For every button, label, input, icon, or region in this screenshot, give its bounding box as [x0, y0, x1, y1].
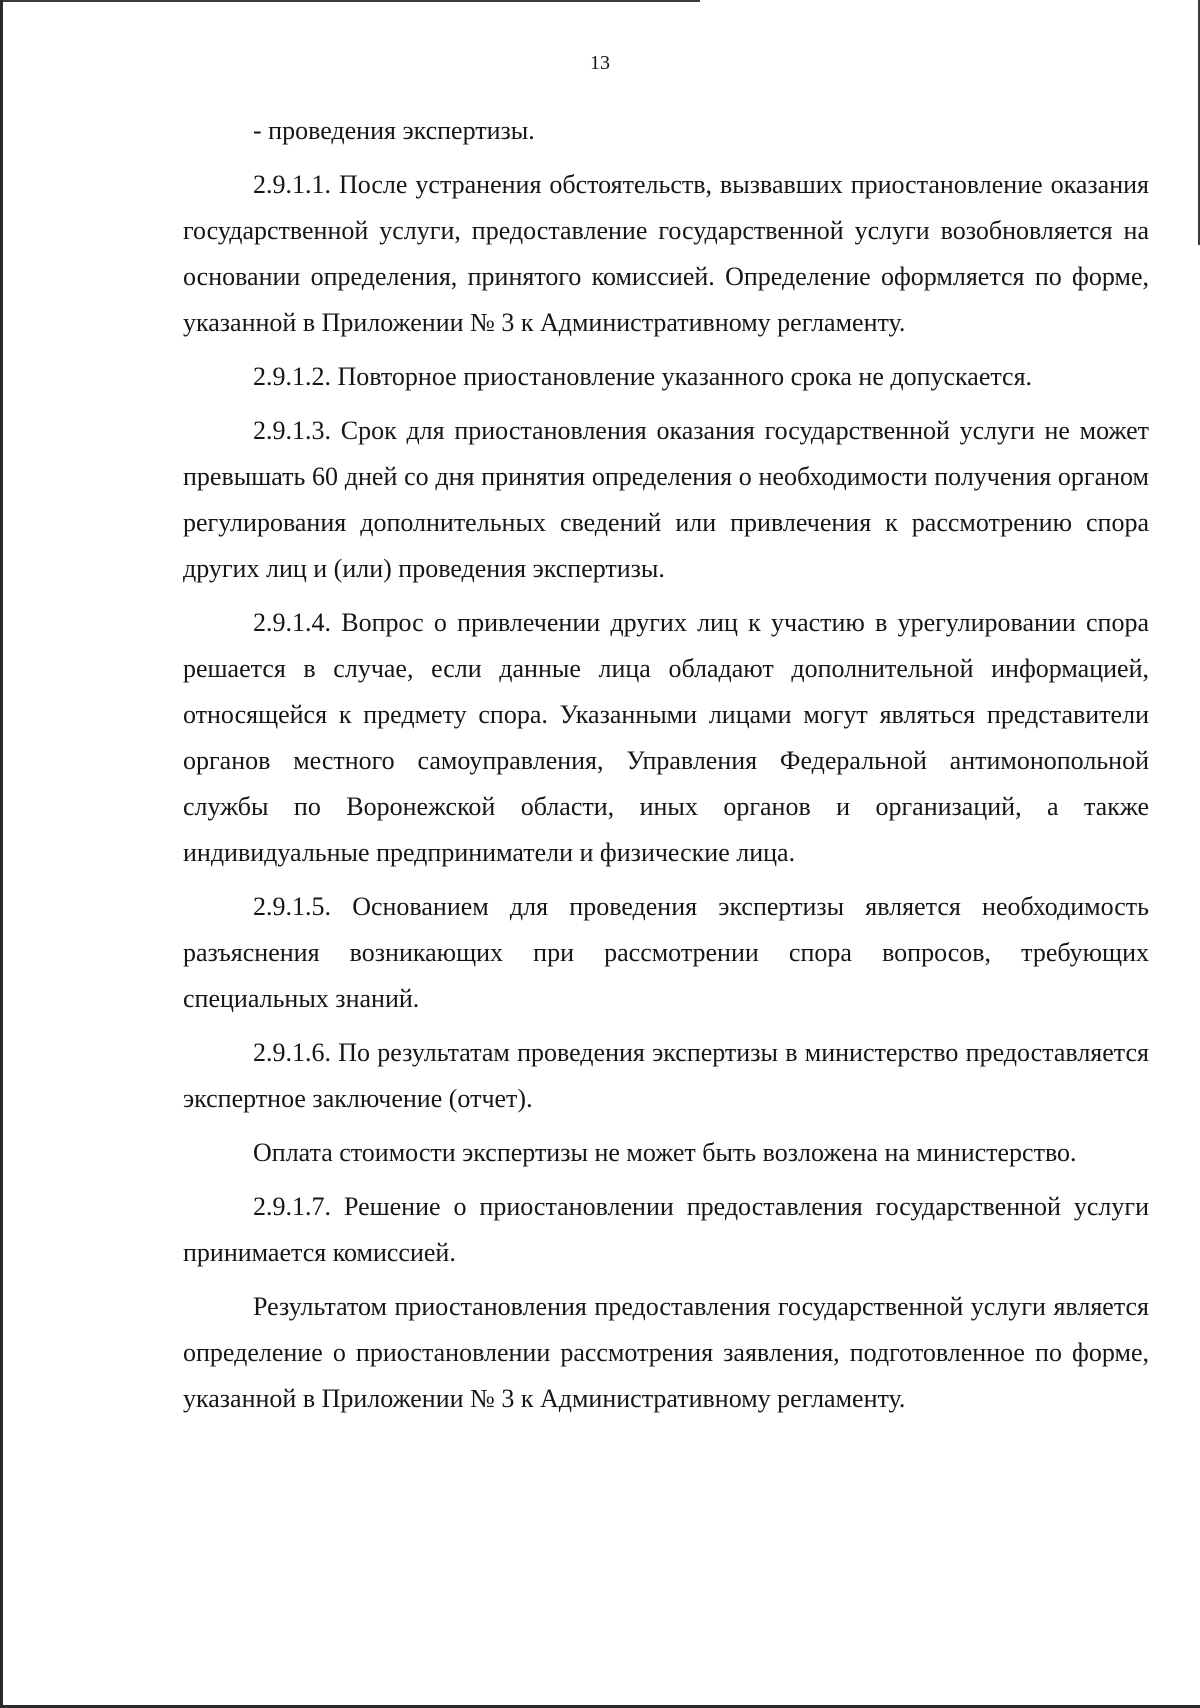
document-body: [183, 108, 1149, 1430]
paragraph-expertise-item: - проведения экспертизы.: [253, 116, 535, 145]
paragraph-result: Результатом приостановления предоставления государственной услуги является определение о приостановлении рассмотрения заявления, подготовленное по форме, указанной в Приложении № 3 к Административному регламенту.: [183, 1292, 1149, 1413]
paragraph-2-9-1-6: 2.9.1.6. По результатам проведения экспертизы в министерство предоставляется экспертное заключение (отчет).: [183, 1038, 1149, 1113]
paragraph-2-9-1-2: 2.9.1.2. Повторное приостановление указанного срока не допускается.: [253, 362, 1033, 391]
paragraph-2-9-1-1: 2.9.1.1. После устранения обстоятельств, вызвавших приостановление оказания государственной услуги, предоставление государственной услуги возобновляется на основании определения, принятого комиссией. Определение оформляется по форме, указанной в Приложении № 3 к Административному регламенту.: [183, 170, 1149, 337]
scan-edge-top: [0, 0, 700, 2]
paragraph-2-9-1-5: 2.9.1.5. Основанием для проведения экспертизы является необходимость разъяснения возникающих при рассмотрении спора вопросов, требующих специальных знаний.: [183, 892, 1149, 1013]
paragraph-payment: Оплата стоимости экспертизы не может быть возложена на министерство.: [253, 1138, 1077, 1167]
paragraph-2-9-1-3: 2.9.1.3. Срок для приостановления оказания государственной услуги не может превышать 60 дней со дня принятия определения о необходимости получения органом регулирования дополнительных сведений или привлечения к рассмотрению спора других лиц и (или) проведения экспертизы.: [183, 416, 1149, 583]
page-number: 13: [590, 52, 610, 74]
scan-edge-left: [0, 0, 3, 1708]
paragraph-2-9-1-7: 2.9.1.7. Решение о приостановлении предоставления государственной услуги принимается комиссией.: [183, 1192, 1149, 1267]
paragraph-2-9-1-4: 2.9.1.4. Вопрос о привлечении других лиц к участию в урегулировании спора решается в случае, если данные лица обладают дополнительной информацией, относящейся к предмету спора. Указанными лицами могут являться представители органов местного самоуправления, Управления Федеральной антимонопольной службы по Воронежской области, иных органов и организаций, а также индивидуальные предприниматели и физические лица.: [183, 608, 1149, 867]
